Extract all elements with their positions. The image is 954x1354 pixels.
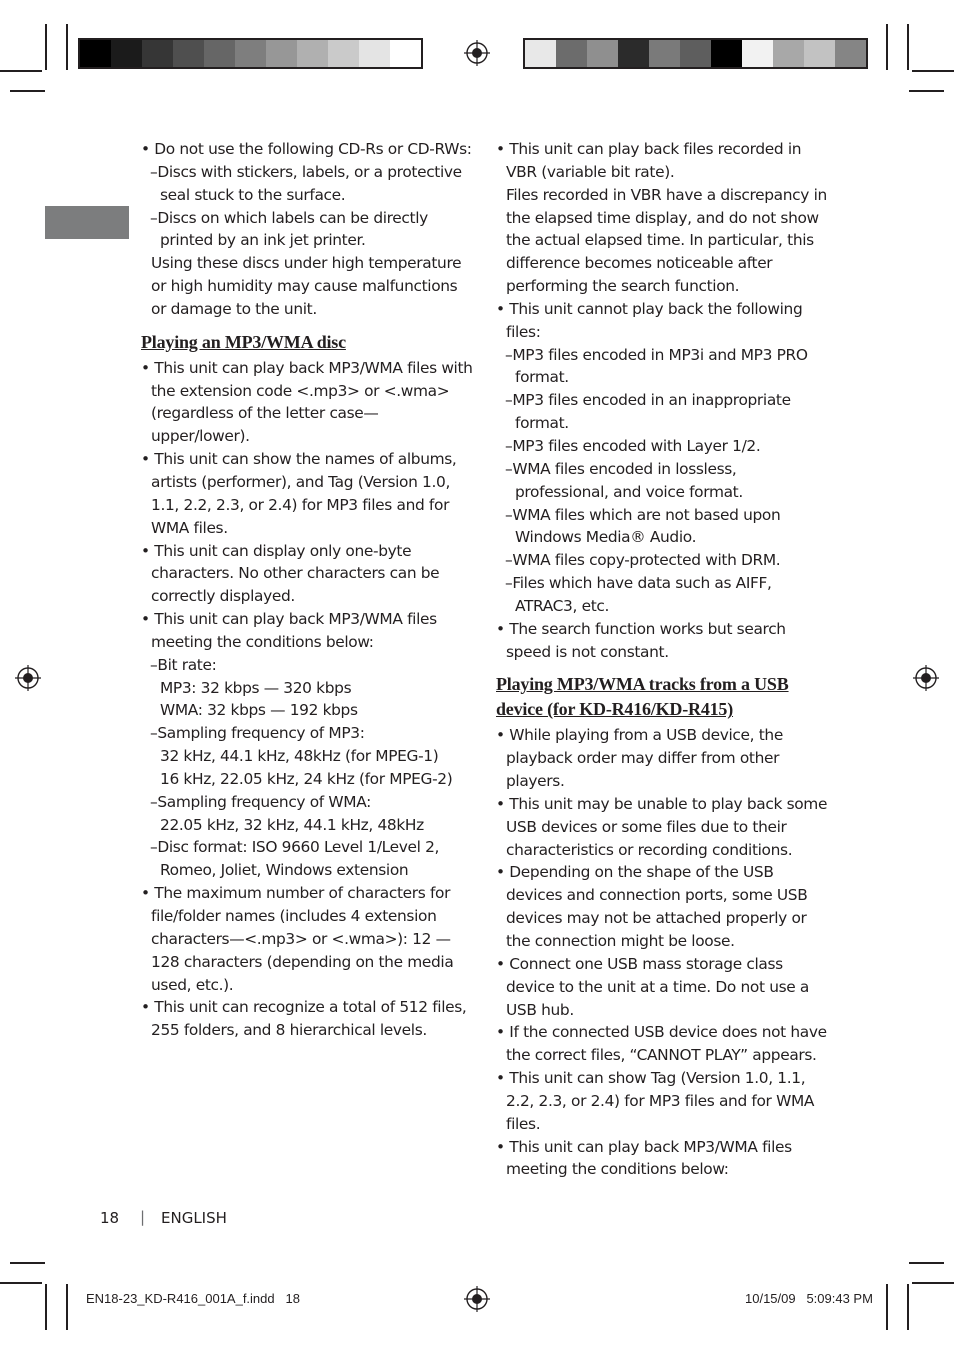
crop-mark [0,1282,42,1284]
list-item: – Bit rate: [141,654,473,677]
color-swatch [235,40,266,67]
list-item: • This unit cannot play back the following files: [496,298,832,344]
list-item: • The maximum number of characters for file/folder names (includes 4 extension characters—<.mp3> or <.wma>): 12 — 128 characters (depending on the media used, etc.). [141,882,473,996]
section-tab [45,206,129,239]
color-swatch [390,40,421,67]
color-swatch [556,40,587,67]
list-item: • This unit can recognize a total of 512 files, 255 folders, and 8 hierarchical levels. [141,996,473,1042]
list-item: • This unit can play back MP3/WMA files meeting the conditions below: [496,1136,832,1182]
color-swatch [297,40,328,67]
color-swatch [618,40,649,67]
paragraph: Files recorded in VBR have a discrepancy in the elapsed time display, and do not show the actual elapsed time. In particular, this difference becomes noticeable after performing the search function. [506,185,827,296]
registration-mark-icon [464,1286,490,1312]
page-number: 18 [100,1209,120,1227]
list-item: – MP3 files encoded in an inappropriate format. [496,389,832,435]
list-item: – Sampling frequency of MP3: [141,722,473,745]
crop-mark [66,24,68,70]
footer-separator: | [140,1208,146,1226]
color-swatch [359,40,390,67]
list-item: • This unit can show the names of albums, artists (performer), and Tag (Version 1.0, 1.1, 2.2, 2.3, or 2.4) for MP3 files and for WMA files. [141,448,473,539]
crop-mark [907,1284,909,1330]
crop-mark [45,24,47,70]
list-item: • This unit can show Tag (Version 1.0, 1.1, 2.2, 2.3, or 2.4) for MP3 files and for WMA files. [496,1067,832,1136]
registration-mark-icon [464,40,490,66]
value-line: 32 kHz, 44.1 kHz, 48kHz (for MPEG-1) [160,747,439,766]
list-item: • This unit can display only one-byte characters. No other characters can be correctly displayed. [141,540,473,609]
right-column [496,138,832,1181]
color-swatch [711,40,742,67]
registration-mark-icon [913,665,939,691]
crop-mark [909,90,944,92]
color-swatch [142,40,173,67]
registration-mark-icon [15,665,41,691]
value-line: MP3: 32 kbps — 320 kbps [160,678,352,697]
crop-mark [886,1284,888,1330]
value-line: 16 kHz, 22.05 kHz, 24 kHz (for MPEG-2) [160,769,453,788]
section-heading: Playing MP3/WMA tracks from a USB device (for KD-R416/KD-R415) [496,674,789,720]
color-swatch [111,40,142,67]
list-item: – Discs on which labels can be directly printed by an ink jet printer. [141,207,473,253]
list-item: – Disc format: ISO 9660 Level 1/Level 2, Romeo, Joliet, Windows extension [141,836,473,882]
crop-mark [10,90,45,92]
color-swatch [587,40,618,67]
slug-timestamp: 10/15/09 5:09:43 PM [745,1291,873,1306]
value-line: 22.05 kHz, 32 kHz, 44.1 kHz, 48kHz [160,815,424,834]
crop-mark [45,1284,47,1330]
crop-mark [886,24,888,70]
list-item: – WMA files which are not based upon Windows Media® Audio. [496,504,832,550]
crop-mark [0,70,42,72]
left-column [141,138,473,1042]
list-item: • This unit may be unable to play back some USB devices or some files due to their characteristics or recording conditions. [496,793,832,862]
list-item: • The search function works but search speed is not constant. [496,618,832,664]
crop-mark [10,1262,45,1264]
color-swatch [525,40,556,67]
section-heading: Playing an MP3/WMA disc [141,331,346,352]
list-item: – WMA files encoded in lossless, professional, and voice format. [496,458,832,504]
list-item: – MP3 files encoded in MP3i and MP3 PRO format. [496,344,832,390]
list-item: – MP3 files encoded with Layer 1/2. [496,435,832,458]
slug-filename: EN18-23_KD-R416_001A_f.indd 18 [86,1291,300,1306]
list-item: – WMA files copy-protected with DRM. [496,549,832,572]
color-swatch [742,40,773,67]
color-swatch [328,40,359,67]
crop-mark [912,1282,954,1284]
color-swatch [773,40,804,67]
list-item: • Connect one USB mass storage class device to the unit at a time. Do not use a USB hub. [496,953,832,1022]
crop-mark [66,1284,68,1330]
color-swatch [680,40,711,67]
color-swatch [649,40,680,67]
color-swatch [835,40,866,67]
crop-mark [912,70,954,72]
footer-language: ENGLISH [161,1209,227,1227]
list-item: • While playing from a USB device, the playback order may differ from other players. [496,724,832,793]
list-item: – Discs with stickers, labels, or a protective seal stuck to the surface. [141,161,473,207]
list-item: • Do not use the following CD-Rs or CD-RWs: [141,138,473,161]
color-swatch [173,40,204,67]
color-swatch [204,40,235,67]
color-swatch [804,40,835,67]
list-item: • This unit can play back MP3/WMA files meeting the conditions below: [141,608,473,654]
color-swatch [80,40,111,67]
paragraph: Using these discs under high temperature or high humidity may cause malfunctions or damage to the unit. [151,254,462,318]
color-swatch [266,40,297,67]
list-item: – Sampling frequency of WMA: [141,791,473,814]
list-item: • This unit can play back files recorded in VBR (variable bit rate). [496,138,832,184]
list-item: • Depending on the shape of the USB devices and connection ports, some USB devices may not be attached properly or the connection might be loose. [496,861,832,952]
color-bar-left [78,38,423,69]
crop-mark [909,1262,944,1264]
list-item: – Files which have data such as AIFF, ATRAC3, etc. [496,572,832,618]
value-line: WMA: 32 kbps — 192 kbps [160,701,358,720]
list-item: • If the connected USB device does not have the correct files, “CANNOT PLAY” appears. [496,1021,832,1067]
crop-mark [907,24,909,70]
color-bar-right [523,38,868,69]
list-item: • This unit can play back MP3/WMA files with the extension code <.mp3> or <.wma> (regardless of the letter case—upper/lower). [141,357,473,448]
